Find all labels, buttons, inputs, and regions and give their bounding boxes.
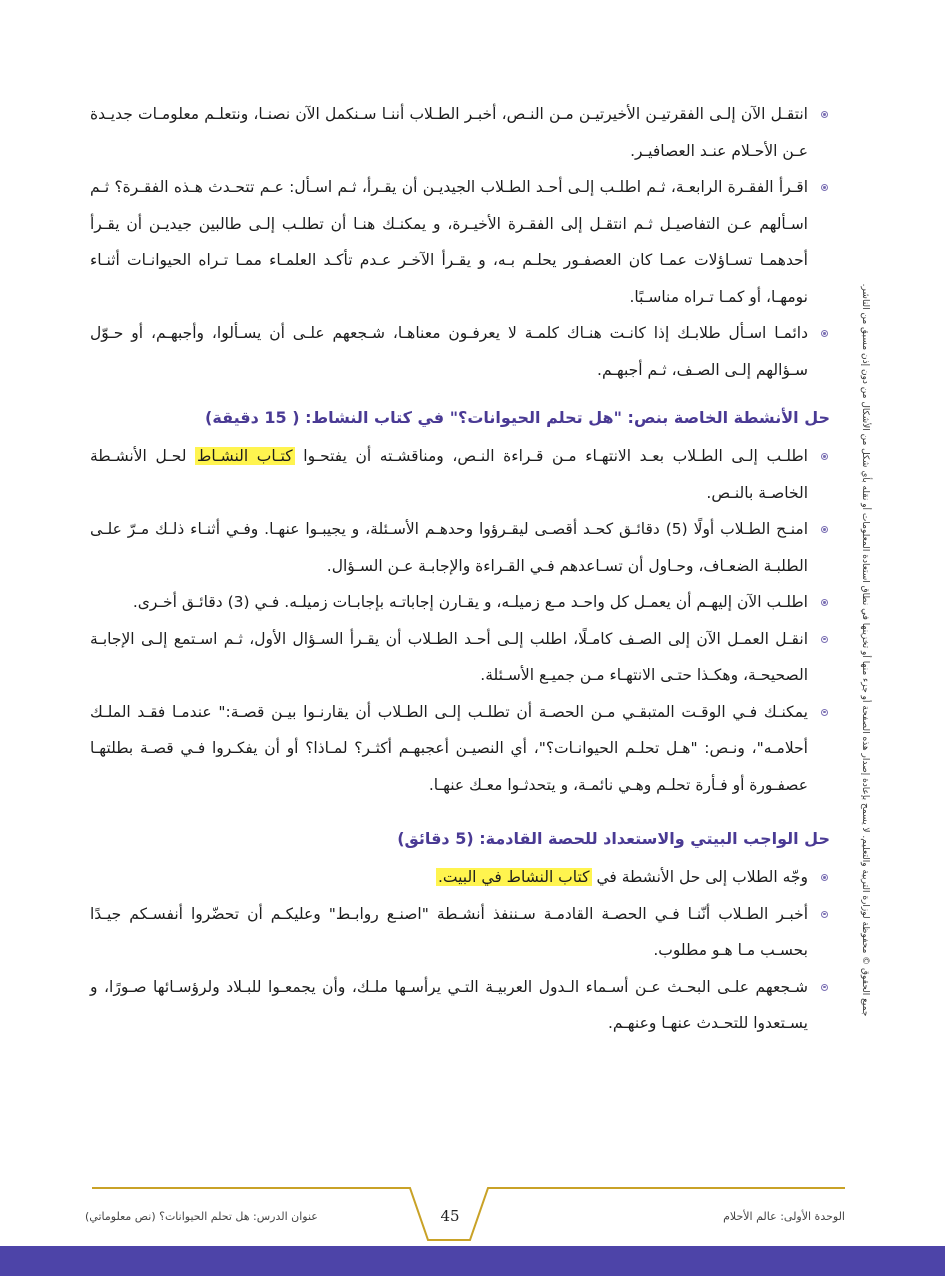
bullet-icon (821, 984, 828, 991)
section3-heading: حل الواجب البيتي والاستعداد للحصة القادمة: (5 دقائق) (397, 829, 830, 848)
list-item (90, 969, 830, 1042)
bullet-icon (821, 709, 828, 716)
list-item (90, 584, 830, 621)
bullet-icon (821, 874, 828, 881)
list-item (90, 169, 830, 315)
list-item (90, 315, 830, 388)
bullet-icon (821, 526, 828, 533)
highlighted-text: كتـاب النشـاط (197, 447, 293, 465)
bullet-icon (821, 453, 828, 460)
page-number: 45 (440, 1207, 460, 1225)
section3-list (90, 859, 830, 1042)
page-content (90, 96, 830, 1042)
footer-unit-title: الوحدة الأولى: عالم الأحلام (723, 1210, 845, 1223)
section1-list (90, 96, 830, 388)
list-item (90, 694, 830, 804)
list-item-text: يمكنـك فـي الوقـت المتبقـي مـن الحصـة أن تطلـب إلـى الطـلاب أن يقارنـوا بيـن قصـة:" عندمـا فقـد الملـك أحلامـه"، ونـص: "هـل تحلـم الحيوانـات؟"، أي النصيـن أعجبهـم أكثـر؟ لمـاذا؟ أو أن يفكـروا فـي قصـة بطلتهـا عصفـورة أو فـأرة تحلـم وهـي نائمـة، و يتحدثـوا معـك عنهـا. (90, 702, 808, 794)
footer-lesson-title: عنوان الدرس: هل تحلم الحيوانات؟ (نص معلوماتي) (85, 1210, 318, 1223)
list-item-text: اطلـب إلـى الطـلاب بعـد الانتهـاء مـن قـراءة النـص، ومناقشـته أن يفتحـوا (294, 447, 808, 465)
list-item (90, 96, 830, 169)
bullet-icon (821, 636, 828, 643)
list-item-text: وجّه الطلاب إلى حل الأنشطة في (591, 868, 808, 886)
list-item-text: لحـل الأنشـطة الخاصـة بالنـص. (90, 447, 808, 502)
highlighted-text: كتاب النشاط في البيت. (437, 868, 590, 886)
section2-list (90, 438, 830, 803)
list-item-text: انتقـل الآن إلـى الفقرتيـن الأخيرتيـن مـن النـص، أخبـر الطـلاب أننـا سـنكمل الآن نصنـا، ونتعلـم معلومـات جديـدة عـن الأحـلام عنـد العصافيـر. (90, 105, 808, 160)
list-item-text: شـجعهم علـى البحـث عـن أسـماء الـدول العربيـة التـي يرأسـها ملـك، وأن يجمعـوا للبـلاد ولرؤسـائها صـورًا، و يسـتعدوا للتحـدث عنهـا وعنهـم. (90, 977, 808, 1032)
list-item (90, 896, 830, 969)
bullet-icon (821, 599, 828, 606)
list-item-text: اطلـب الآن إليهـم أن يعمـل كل واحـد مـع زميلـه، و يقـارن إجاباتـه بإجابـات زميلـه. فـي (3) دقائـق أخـرى. (132, 593, 808, 611)
list-item-text: أخبـر الطـلاب أنّنـا فـي الحصـة القادمـة سـننفذ أنشـطة "اصنـع روابـط" وعليكـم أن تحضّروا أنفسـكم جيـدًا بحسـب مـا هـو مطلوب. (90, 904, 808, 959)
copyright-sidebar (852, 265, 878, 1035)
list-item-text: امنـح الطـلاب أولًا (5) دقائـق كحـد أقصـى ليقـرؤوا وحدهـم الأسـئلة، و يجيبـوا عنهـا. وفـي أثنـاء ذلـك مـرّ علـى الطلبـة الضعـاف، وحـاول أن تسـاعدهم فـي القـراءة والإجابـة عـن السـؤال. (90, 520, 809, 575)
copyright-text: جميع الحقوق © محفوظة لوزارة التربية والتعليم. لا يسمح بإعادة إصدار هذه الصفحة أو جزء منها أو تخزينها في نطاق استعادة المعلومات أو نقله بأي شكل من الأشكال من دون إذن مسبق من الناشر. (860, 283, 870, 1017)
list-item (90, 438, 830, 511)
footer-band (0, 1246, 945, 1276)
bullet-icon (821, 330, 828, 337)
list-item (90, 859, 830, 896)
bullet-icon (821, 911, 828, 918)
bullet-icon (821, 111, 828, 118)
list-item (90, 511, 830, 584)
section2-heading: حل الأنشطة الخاصة بنص: "هل تحلم الحيوانات؟" في كتاب النشاط: ( 15 دقيقة) (205, 408, 830, 427)
list-item (90, 621, 830, 694)
list-item-text: اقـرأ الفقـرة الرابعـة، ثـم اطلـب إلـى أحـد الطـلاب الجيديـن أن يقـرأ، ثـم اسـأل: عـم تتحـدث هـذه الفقـرة؟ ثـم اسـألهم عـن التفاصيـل ثـم انتقـل إلى الفقـرة الأخيـرة، و يمكنـك هنـا أن تطلـب إلـى طالبين جيديـن أن يقـرأ أحدهمـا تسـاؤلات عمـا كان العصفـور يحلـم بـه، و يقـرأ الآخـر عـدم تأكـد العلمـاء ممـا تـراه الحيوانـات أثنـاء نومهـا، أو كمـا تـراه مناسـبًا. (90, 178, 808, 306)
list-item-text: انقـل العمـل الآن إلى الصـف كامـلًا، اطلب إلـى أحـد الطـلاب أن يقـرأ السـؤال الأول، ثـم اسـتمع إلـى الإجابـة الصحيحـة، وهكـذا حتـى الانتهـاء مـن جميـع الأسـئلة. (90, 629, 808, 684)
list-item-text: دائمـا اسـأل طلابـك إذا كانـت هنـاك كلمـة لا يعرفـون معناهـا، شـجعهم علـى أن يسـألوا، وأجبهـم، أو حـوّل سـؤالهم إلـى الصـف، ثـم أجبهـم. (90, 324, 808, 379)
bullet-icon (821, 184, 828, 191)
